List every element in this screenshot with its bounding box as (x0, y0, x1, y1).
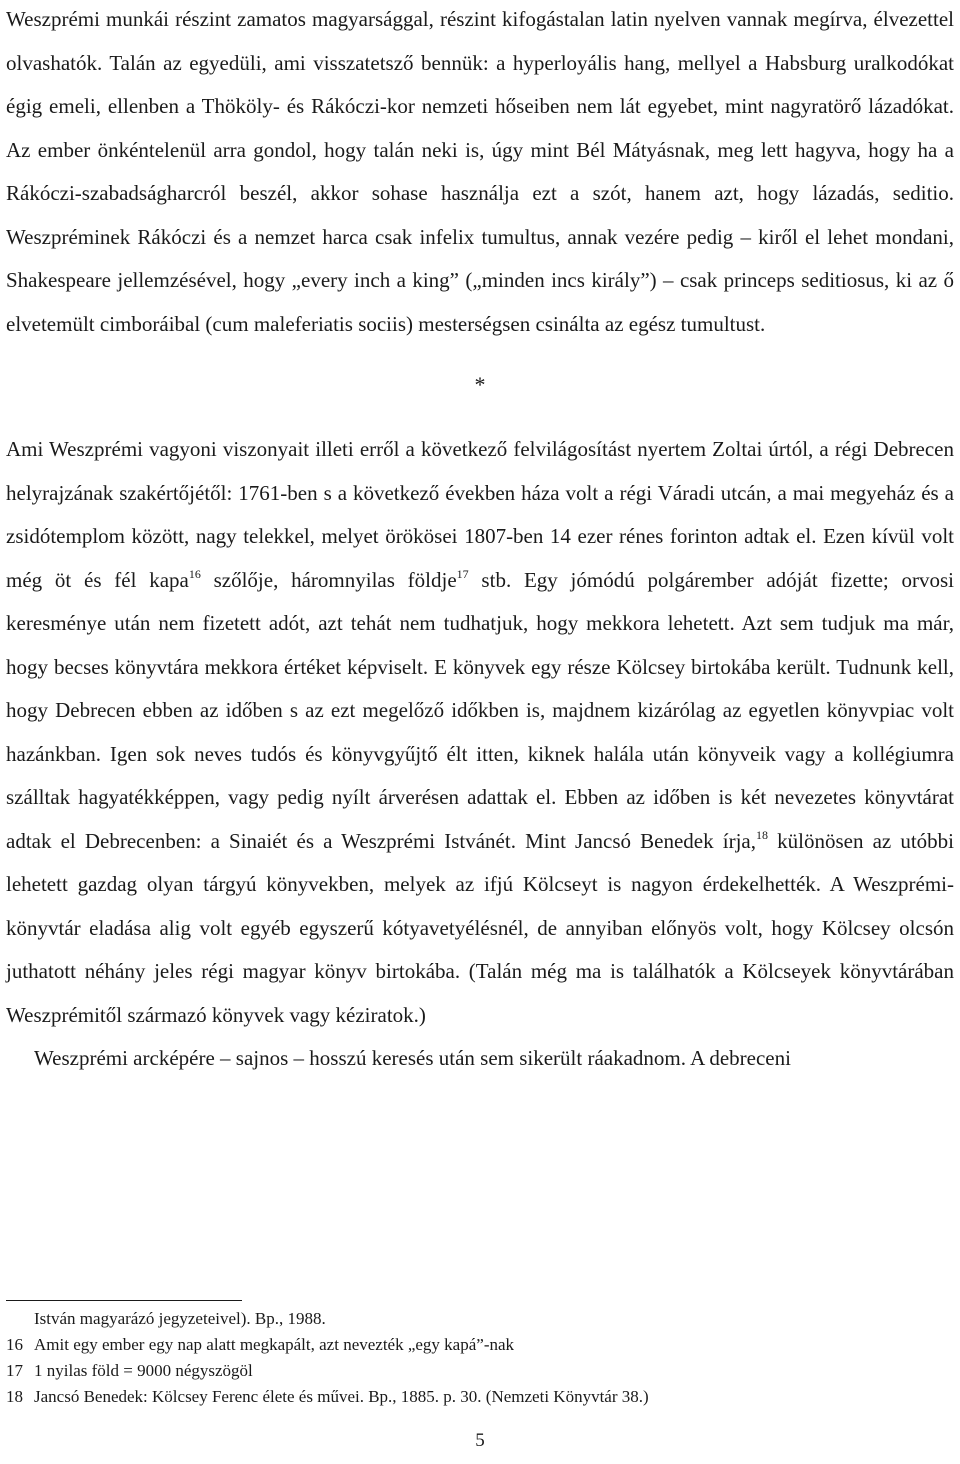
footnote-text: Jancsó Benedek: Kölcsey Ferenc élete és művei. Bp., 1885. p. 30. (Nemzeti Könyvtár 38.) (34, 1387, 649, 1406)
footnote-continuation (6, 1306, 954, 1332)
footnotes (6, 1306, 954, 1410)
footnote-number: 18 (6, 1387, 23, 1406)
paragraph-text: különösen az utóbbi lehetett gazdag olyan tárgyú könyvekben, melyek az ifjú Kölcseyt is nagyon érdekelhették. A Weszprémi-könyvtár eladása alig volt egyéb egyszerű kótyavetyélésnél, de annyiban előnyös volt, hogy Kölcsey olcsón juthatott néhány jeles régi magyar könyv birtokába. (Talán még ma is találhatók a Kölcseyek könyvtárában Weszprémitől származó könyvek vagy kéziratok.) (6, 828, 955, 1027)
footnote-text: István magyarázó jegyzeteivel). Bp., 1988. (34, 1309, 326, 1328)
paragraph-text: Ami Weszprémi vagyoni viszonyait illeti erről a következő felvilágosítást nyertem Zoltai úrtól, a régi Debrecen helyrajzának szakértőjétől: 1761-ben s a következő években háza volt a régi Váradi utcán, a mai megyeház és a zsidótemplom között, nagy telekkel, melyet örökösei 1807-ben 14 ezer rénes forinton adtak el. Ezen kívül volt még öt és fél kapa (6, 437, 954, 592)
paragraph-text: szőlője, háromnyilas földje (200, 567, 457, 592)
footnote-ref-18[interactable]: 18 (756, 827, 768, 842)
footnote-number: 17 (6, 1361, 23, 1380)
footnote-number: 16 (6, 1335, 23, 1354)
footnote-18 (6, 1384, 954, 1410)
paragraph-weszpremi-finances (6, 428, 954, 1037)
paragraph-text: stb. Egy jómódú polgárember adóját fizette; orvosi keresménye után nem fizetett adót, azt tehát nem tudhatjuk, hogy mekkora lehetett. Azt sem tudjuk ma már, hogy becses könyvtára mekkora értéket képviselt. E könyvek egy része Kölcsey birtokába került. Tudnunk kell, hogy Debrecen ebben az időben s az ezt megelőző időkben is, majdnem kizárólag az egyetlen könyvpiac volt hazánkban. Igen sok neves tudós és könyvgyűjtő élt itten, kiknek halála után könyveik vagy a kollégiumra szálltak hagyatékképpen, vagy pedig nyílt árverésen adattak el. Ebben az időben is két nevezetes könyvtárat adtak el Debrecenben: a Sinaiét és a Weszprémi Istvánét. Mint Jancsó Benedek írja, (6, 567, 954, 853)
footnote-ref-16[interactable]: 16 (188, 566, 201, 581)
footnote-text: Amit egy ember egy nap alatt megkapált, azt nevezték „egy kapá”-nak (34, 1335, 515, 1354)
footnote-16 (6, 1332, 954, 1358)
page-number: 5 (475, 1430, 485, 1451)
paragraph-weszpremi-works: Weszprémi munkái részint zamatos magyarsággal, részint kifogástalan latin nyelven vannak megírva, élvezettel olvashatók. Talán az egyedüli, ami visszatetsző bennük: a hyperloyális hang, mellyel a Habsburg uralkodókat égig emeli, ellenben a Thököly- és Rákóczi-kor nemzeti hőseiben nem lát egyebet, mint nagyratörő lázadókat. Az ember önkéntelenül arra gondol, hogy talán neki is, úgy mint Bél Mátyásnak, meg lett hagyva, hogy ha a Rákóczi-szabadságharcról beszél, akkor sohase használja ezt a szót, hanem azt, hogy lázadás, seditio. Weszpréminek Rákóczi és a nemzet harca csak infelix tumultus, annak vezére pedig – kiről el lehet mondani, Shakespeare jellemzésével, hogy „every inch a king” („minden incs király”) – csak princeps seditiosus, ki az ő elvetemült cimboráibal (cum maleferiatis sociis) mesterségsen csinálta az egész tumultust. (6, 7, 954, 336)
footnote-17 (6, 1358, 954, 1384)
footnote-ref-17[interactable]: 17 (456, 566, 469, 581)
page-body (6, 0, 954, 1081)
footnote-text: 1 nyilas föld = 9000 négyszögöl (34, 1361, 253, 1380)
section-separator: * (474, 372, 486, 397)
footnote-divider (6, 1300, 242, 1301)
paragraph-portrait: Weszprémi arcképére – sajnos – hosszú keresés után sem sikerült ráakadnom. A debreceni (34, 1046, 791, 1070)
